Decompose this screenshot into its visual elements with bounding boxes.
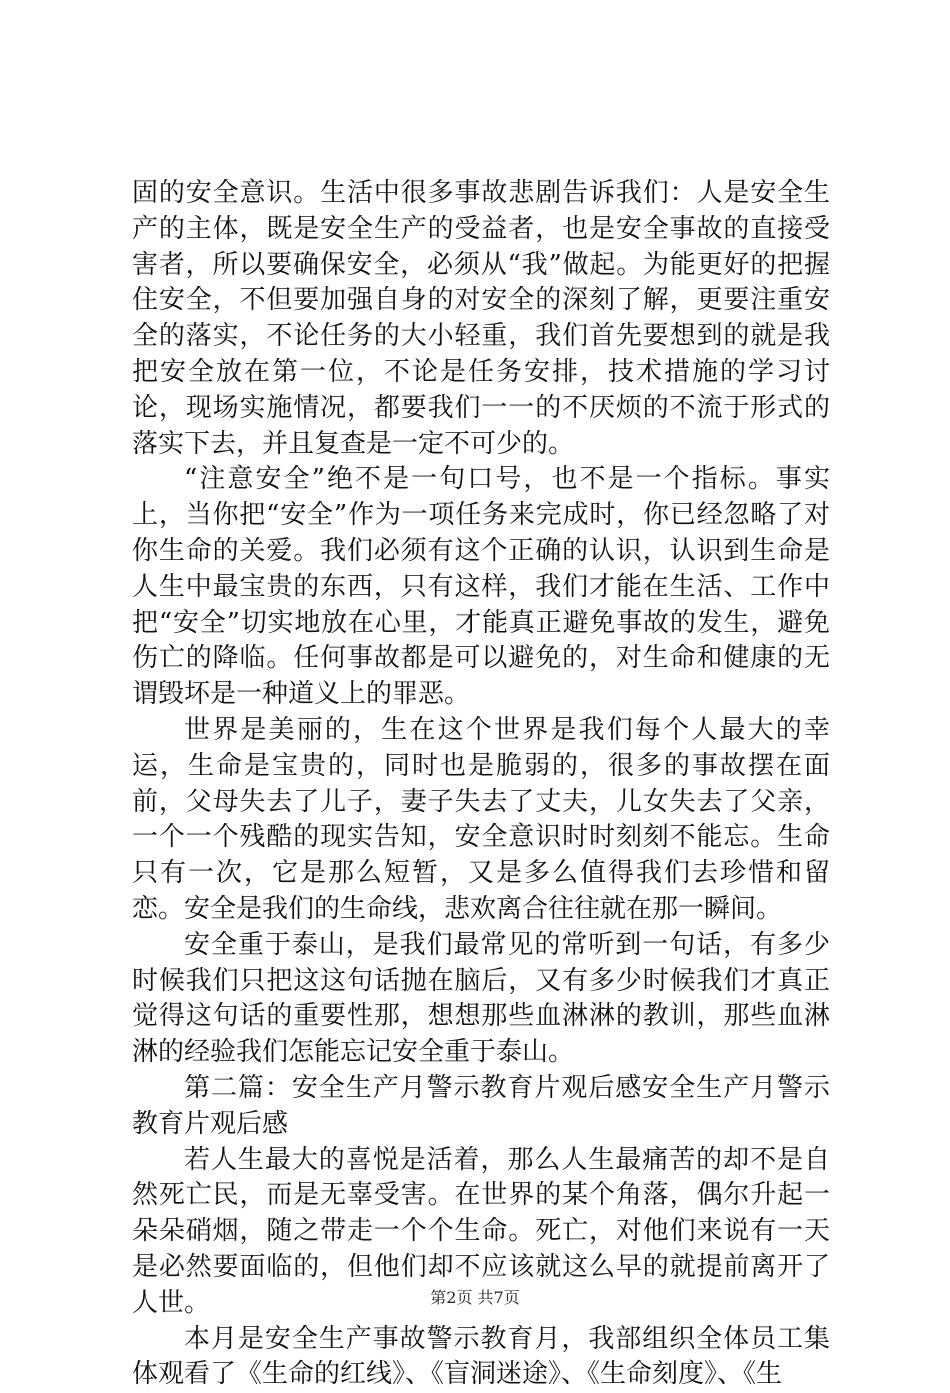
page-footer: 第2页 共7页 [0, 1285, 950, 1308]
paragraph-3: 世界是美丽的，生在这个世界是我们每个人最大的幸运，生命是宝贵的，同时也是脆弱的，很多的事故摆在面前，父母失去了儿子，妻子失去了丈夫，儿女失去了父亲，一个一个残酷的现实告知，安全意识时时刻刻不能忘。生命只有一次，它是那么短暂，又是多么值得我们去珍惜和留恋。安全是我们的生命线，悲欢离合往往就在那一瞬间。 [132, 713, 830, 928]
paragraph-6: 本月是安全生产事故警示教育月，我部组织全体员工集体观看了《生命的红线》、《盲洞迷途》、《生命刻度》、《生 [132, 1322, 830, 1393]
paragraph-4: 安全重于泰山，是我们最常见的常听到一句话，有多少时候我们只把这这句话抛在脑后，又有多少时候我们才真正觉得这句话的重要性那，想想那些血淋淋的教训，那些血淋淋的经验我们怎能忘记安全重于泰山。 [132, 928, 830, 1071]
section-heading: 第二篇：安全生产月警示教育片观后感安全生产月警示教育片观后感 [132, 1071, 830, 1143]
paragraph-2: “注意安全”绝不是一句口号，也不是一个指标。事实上，当你把“安全”作为一项任务来完成时，你已经忽略了对你生命的关爱。我们必须有这个正确的认识，认识到生命是人生中最宝贵的东西，只有这样，我们才能在生活、工作中把“安全”切实地放在心里，才能真正避免事故的发生，避免伤亡的降临。任何事故都是可以避免的，对生命和健康的无谓毁坏是一种道义上的罪恶。 [132, 462, 830, 713]
document-body [132, 176, 830, 1393]
paragraph-5: 若人生最大的喜悦是活着，那么人生最痛苦的却不是自然死亡民，而是无辜受害。在世界的某个角落，偶尔升起一朵朵硝烟，随之带走一个个生命。死亡，对他们来说有一天是必然要面临的，但他们却不应该就这么早的就提前离开了人世。 [132, 1143, 830, 1322]
paragraph-1: 固的安全意识。生活中很多事故悲剧告诉我们：人是安全生产的主体，既是安全生产的受益者，也是安全事故的直接受害者，所以要确保安全，必须从“我”做起。为能更好的把握住安全，不但要加强自身的对安全的深刻了解，更要注重安全的落实，不论任务的大小轻重，我们首先要想到的就是我把安全放在第一位，不论是任务安排，技术措施的学习讨论，现场实施情况，都要我们一一的不厌烦的不流于形式的落实下去，并且复查是一定不可少的。 [132, 176, 830, 462]
